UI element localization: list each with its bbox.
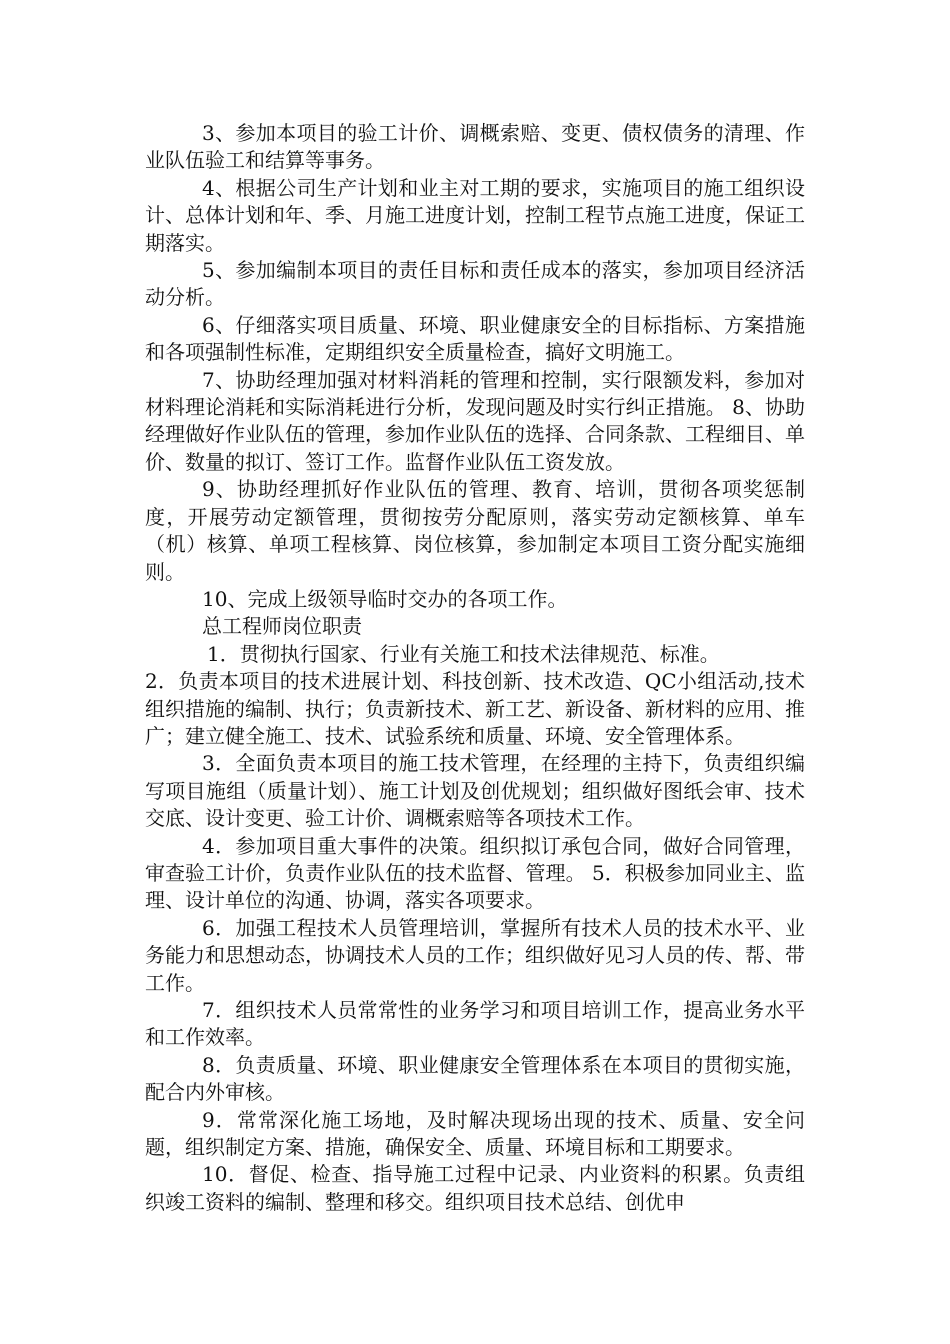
paragraph-item-9: 9、协助经理抓好作业队伍的管理、教育、培训，贯彻各项奖惩制度，开展劳动定额管理，贯彻按劳分配原则，落实劳动定额核算、单车（机）核算、单项工程核算、岗位核算，参加制定本项目工资分配实施细则。 (145, 477, 805, 584)
paragraph-item-5: 5、参加编制本项目的责任目标和责任成本的落实，参加项目经济活动分析。 (145, 258, 805, 310)
paragraph-item-3: 3、参加本项目的验工计价、调概索赔、变更、债权债务的清理、作业队伍验工和结算等事务。 (145, 121, 805, 173)
document-body (145, 120, 805, 1216)
chief-engineer-item-9: 9．常常深化施工场地，及时解决现场出现的技术、质量、安全问题，组织制定方案、措施，确保安全、质量、环境目标和工期要求。 (145, 1107, 805, 1160)
chief-engineer-item-3: 3．全面负责本项目的施工技术管理，在经理的主持下，负责组织编写项目施组（质量计划）、施工计划及创优规划；组织做好图纸会审、技术交底、设计变更、验工计价、调概索赔等各项技术工作。 (145, 751, 805, 831)
section-heading: 总工程师岗位职责 (202, 614, 362, 639)
paragraph-item-6: 6、仔细落实项目质量、环境、职业健康安全的目标指标、方案措施和各项强制性标准，定期组织安全质量检查，搞好文明施工。 (145, 312, 805, 365)
chief-engineer-item-1: 1．贯彻执行国家、行业有关施工和技术法律规范、标准。 (207, 641, 720, 666)
paragraph-item-7-8: 7、协助经理加强对材料消耗的管理和控制，实行限额发料，参加对材料理论消耗和实际消耗进行分析，发现问题及时实行纠正措施。 8、协助经理做好作业队伍的管理，参加作业队伍的选择、合同条款、工程细目、单价、数量的拟订、签订工作。监督作业队伍工资发放。 (145, 367, 805, 474)
chief-engineer-item-8: 8．负责质量、环境、职业健康安全管理体系在本项目的贯彻实施，配合内外审核。 (145, 1052, 805, 1105)
paragraph-item-10: 10、完成上级领导临时交办的各项工作。 (202, 586, 568, 611)
chief-engineer-item-6: 6．加强工程技术人员管理培训，掌握所有技术人员的技术水平、业务能力和思想动态，协调技术人员的工作；组织做好见习人员的传、帮、带工作。 (145, 915, 805, 995)
chief-engineer-item-2: 2．负责本项目的技术进展计划、科技创新、技术改造、QC小组活动,技术组织措施的编制、执行；负责新技术、新工艺、新设备、新材料的应用、推广；建立健全施工、技术、试验系统和质量、环境、安全管理体系。 (145, 669, 805, 748)
chief-engineer-item-10: 10．督促、检查、指导施工过程中记录、内业资料的积累。负责组织竣工资料的编制、整理和移交。组织项目技术总结、创优申 (145, 1162, 805, 1214)
paragraph-item-4: 4、根据公司生产计划和业主对工期的要求，实施项目的施工组织设计、总体计划和年、季、月施工进度计划，控制工程节点施工进度，保证工期落实。 (145, 175, 805, 255)
chief-engineer-item-4-5: 4．参加项目重大事件的决策。组织拟订承包合同，做好合同管理，审查验工计价，负责作业队伍的技术监督、管理。 5．积极参加同业主、监理、设计单位的沟通、协调，落实各项要求。 (145, 833, 805, 913)
chief-engineer-item-7: 7．组织技术人员常常性的业务学习和项目培训工作，提高业务水平和工作效率。 (145, 998, 805, 1050)
